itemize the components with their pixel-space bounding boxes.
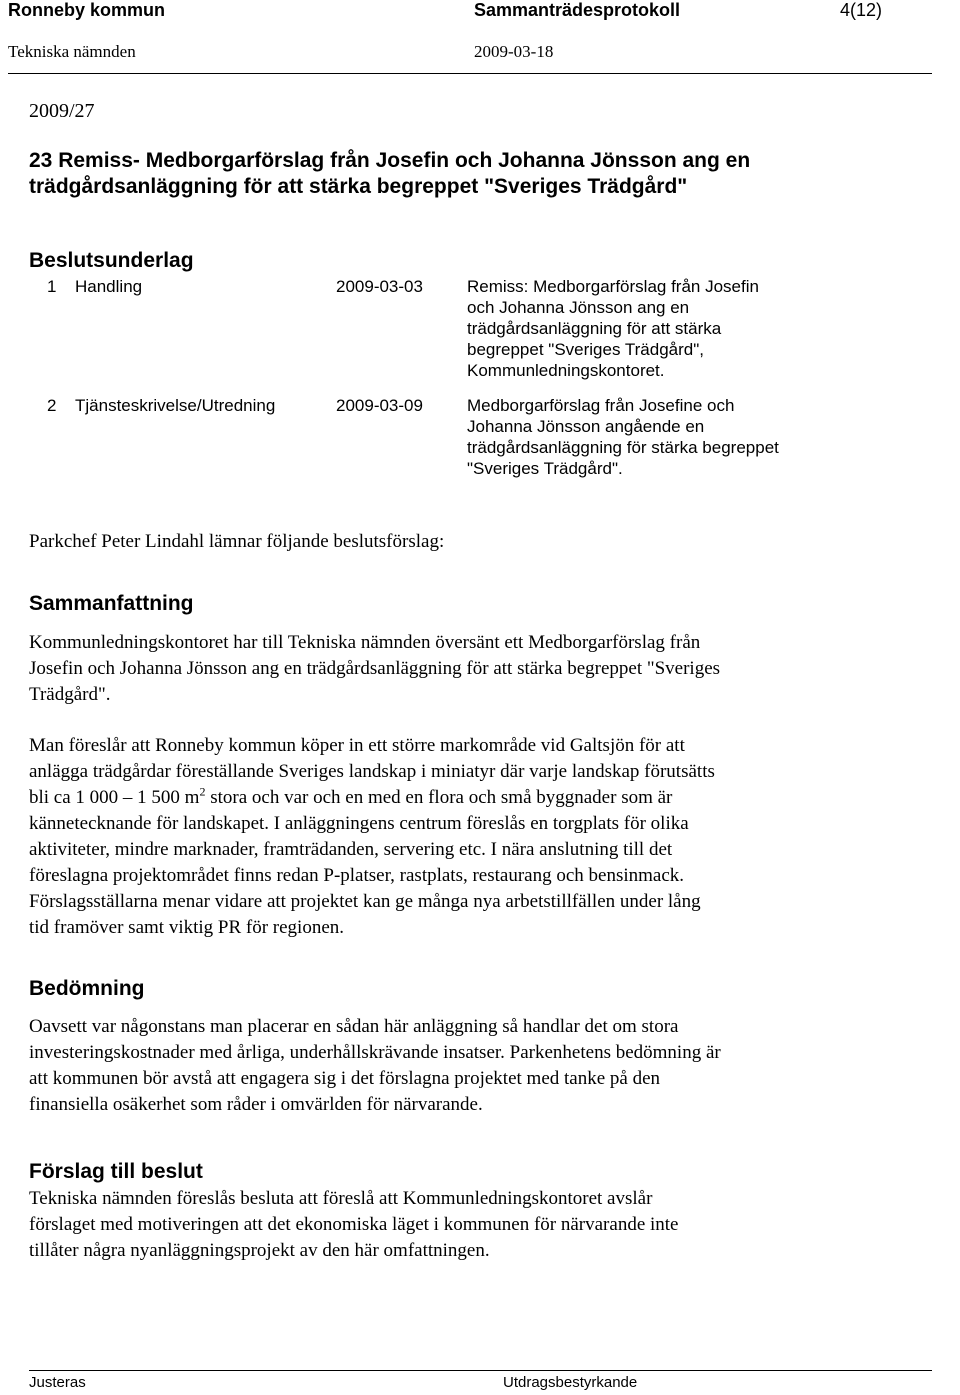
- attachment-number: 1: [47, 277, 57, 296]
- paragraph-line: finansiella osäkerhet som råder i omvärlden för närvarande.: [29, 1094, 483, 1115]
- item-title-line: trädgårdsanläggning för att stärka begreppet "Sveriges Trädgård": [29, 175, 688, 198]
- attachment-description-line: "Sveriges Trädgård".: [467, 459, 623, 478]
- attachment-description: [467, 276, 847, 381]
- paragraph-line: att kommunen bör avstå att engagera sig i det förslagna projektet med tanke på den: [29, 1068, 661, 1089]
- meeting-date: 2009-03-18: [474, 42, 554, 61]
- attachment-date: 2009-03-09: [336, 396, 423, 415]
- paragraph-line: investeringskostnader med årliga, underhållskrävande insatser. Parkenhetens bedömning är: [29, 1042, 721, 1063]
- sammanfattning-paragraph-2: [29, 733, 909, 941]
- paragraph-line: aktiviteter, mindre marknader, framträdanden, servering etc. I nära anslutning till det: [29, 839, 673, 860]
- forslag-paragraph: [29, 1186, 909, 1264]
- sammanfattning-heading: Sammanfattning: [29, 592, 194, 615]
- footer-divider: [29, 1370, 932, 1371]
- attachment-description-line: Remiss: Medborgarförslag från Josefin: [467, 277, 759, 296]
- attachment-description-line: trädgårdsanläggning för stärka begreppet: [467, 438, 779, 457]
- paragraph-line: Man föreslår att Ronneby kommun köper in ett större markområde vid Galtsjön för att: [29, 735, 685, 756]
- paragraph-line: Trädgård".: [29, 684, 111, 705]
- paragraph-line: Kommunledningskontoret har till Tekniska nämnden översänt ett Medborgarförslag från: [29, 632, 701, 653]
- paragraph-line: kännetecknande för landskapet. I anläggningens centrum föreslås en torgplats för olika: [29, 813, 689, 834]
- paragraph-line: Josefin och Johanna Jönsson ang en trädgårdsanläggning för att stärka begreppet "Sveriges: [29, 658, 721, 679]
- paragraph-line: [29, 785, 909, 811]
- attachment-number: 2: [47, 396, 57, 415]
- page-number: 4(12): [840, 0, 883, 20]
- attachment-date: 2009-03-03: [336, 277, 423, 296]
- board-name: Tekniska nämnden: [8, 42, 136, 61]
- attachment-description-line: Medborgarförslag från Josefine och: [467, 396, 735, 415]
- attachment-description-line: begreppet "Sveriges Trädgård",: [467, 340, 704, 359]
- paragraph-line: Tekniska nämnden föreslås besluta att föreslå att Kommunledningskontoret avslår: [29, 1188, 653, 1209]
- page-header: [8, 0, 898, 24]
- header-divider: [8, 73, 932, 74]
- document-type: Sammanträdesprotokoll: [474, 0, 681, 20]
- attachment-type: Tjänsteskrivelse/Utredning: [75, 396, 276, 415]
- intro-text: Parkchef Peter Lindahl lämnar följande beslutsförslag:: [29, 531, 445, 552]
- bedomning-paragraph: [29, 1014, 909, 1118]
- attachment-description-line: Kommunledningskontoret.: [467, 361, 665, 380]
- area-text: bli ca 1 000 – 1 500 m: [29, 787, 200, 808]
- item-title: [29, 148, 909, 200]
- superscript-2: 2: [199, 784, 206, 799]
- item-title-line: 23 Remiss- Medborgarförslag från Josefin och Johanna Jönsson ang en: [29, 149, 751, 172]
- attachment-description-line: Johanna Jönsson angående en: [467, 417, 705, 436]
- org-name: Ronneby kommun: [8, 0, 166, 20]
- case-number: 2009/27: [29, 100, 95, 122]
- area-text-rest: stora och var och en med en flora och små byggnader som är: [205, 787, 673, 808]
- paragraph-line: Förslagsställarna menar vidare att projektet kan ge många nya arbetstillfällen under lång: [29, 891, 701, 912]
- footer-justeras: Justeras: [29, 1374, 86, 1391]
- bedomning-heading: Bedömning: [29, 977, 145, 1000]
- attachment-type: Handling: [75, 277, 143, 296]
- forslag-heading: Förslag till beslut: [29, 1160, 203, 1183]
- paragraph-line: tid framöver samt viktig PR för regionen.: [29, 917, 345, 938]
- paragraph-line: tillåter några nyanläggningsprojekt av den här omfattningen.: [29, 1240, 490, 1261]
- paragraph-line: anlägga trädgårdar föreställande Sveriges landskap i miniatyr där varje landskap förutsätts: [29, 761, 715, 782]
- beslutsunderlag-heading: Beslutsunderlag: [29, 249, 194, 272]
- paragraph-line: förslaget med motiveringen att det ekonomiska läget i kommunen för närvarande inte: [29, 1214, 679, 1235]
- footer-utdragsbestyrkande: Utdragsbestyrkande: [503, 1374, 638, 1391]
- paragraph-line: Oavsett var någonstans man placerar en sådan här anläggning så handlar det om stora: [29, 1016, 679, 1037]
- paragraph-line: föreslagna projektområdet finns redan P-platser, rastplats, restaurang och bensinmack.: [29, 865, 685, 886]
- sammanfattning-paragraph-1: [29, 630, 909, 708]
- attachment-description: [467, 395, 847, 479]
- attachment-description-line: trädgårdsanläggning för att stärka: [467, 319, 722, 338]
- attachment-description-line: och Johanna Jönsson ang en: [467, 298, 690, 317]
